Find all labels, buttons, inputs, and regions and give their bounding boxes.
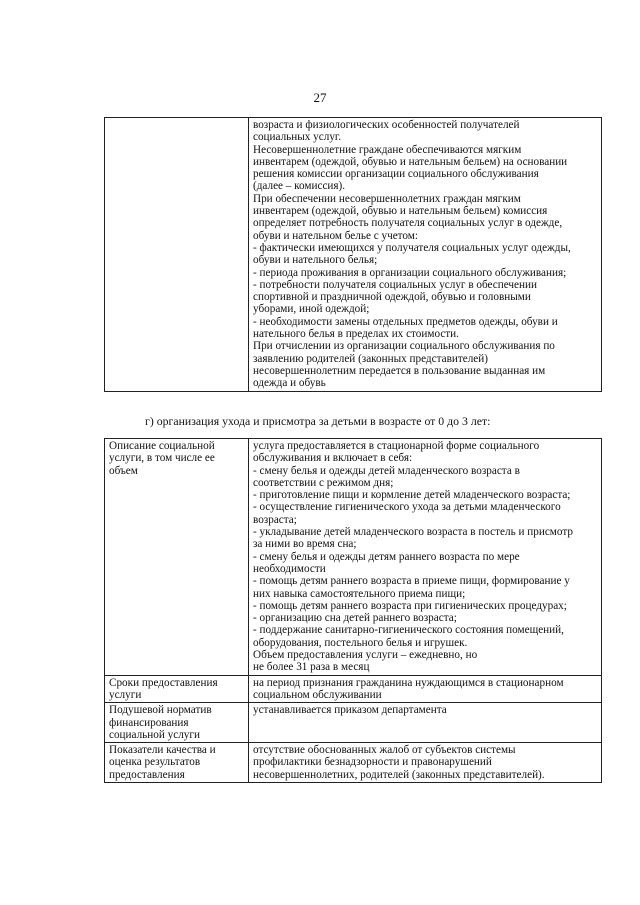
section-heading: г) организация ухода и присмотра за детьми в возрасте от 0 до 3 лет: [145,414,491,428]
text-line: необходимости [253,562,326,575]
text-line: одежда и обувь [253,377,326,390]
text-line: услуги [109,688,142,701]
text-line: них навыка самостоятельного приема пищи; [253,587,466,600]
service-table [104,438,602,783]
label-cell [105,675,249,703]
text-line: Объем предоставления услуги – ежедневно, но [253,649,478,662]
text-line: социальной услуги [109,728,200,741]
text-line: Показатели качества и [109,744,216,757]
text-line: отсутствие обоснованных жалоб от субъектов системы [253,744,516,757]
text-line: социальных услуг. [253,131,342,144]
text-line: Сроки предоставления [109,676,218,689]
value-cell [249,743,602,783]
text-line: - необходимости замены отдельных предметов одежды, обуви и [253,315,558,328]
text-line: услуги, в том числе ее [109,452,215,465]
text-line: При обеспечении несовершеннолетних граждан мягким [253,192,521,205]
text-line: услуга предоставляется в стационарной форме социального [253,440,540,452]
text-line: заявлению родителей (законных представителей) [253,352,488,365]
value-cell [249,675,602,703]
table-row [105,675,602,703]
text-line: - периода проживания в организации социального обслуживания; [253,266,567,279]
table-row [105,118,602,392]
text-line: При отчислении из организации социального обслуживания по [253,340,555,353]
text-line: оценка результатов [109,756,201,769]
text-line: (далее – комиссия). [253,180,346,193]
text-line: - помощь детям раннего возраста при гигиенических процедурах; [253,599,567,612]
text-line: - потребности получателя социальных услуг в обеспечении [253,278,537,291]
text-line: - смену белья и одежды детям раннего возраста по мере [253,550,520,563]
text-line: уборами, иной одеждой; [253,303,370,316]
text-line: - организацию сна детей раннего возраста; [253,612,457,625]
text-line: соответствии с режимом дня; [253,476,394,489]
text-line: устанавливается приказом департамента [253,704,447,717]
text-line: возраста; [253,513,297,526]
continuation-table [104,117,602,392]
text-line: несовершеннолетним передается в пользование выданная им [253,364,546,377]
table-row [105,743,602,783]
text-line: социальном обслуживании [253,688,382,701]
table-row [105,439,602,676]
value-cell [249,703,602,743]
text-line: возраста и физиологических особенностей получателей [253,119,520,131]
text-line: профилактики безнадзорности и правонарушений [253,756,492,769]
text-line: предоставления [109,768,185,781]
text-line: - укладывание детей младенческого возраста в постель и присмотр [253,526,573,539]
text-line: обуви и нательном белье с учетом: [253,229,418,242]
text-line: обуви и нательного белья; [253,254,378,267]
text-line: оборудования, постельного белья и игрушек. [253,636,468,649]
text-line: объем [109,464,138,477]
value-cell [249,118,602,392]
text-line: инвентарем (одеждой, обувью и нательным бельем) на основании [253,155,568,168]
text-line: Подушевой норматив [109,704,212,717]
label-cell [105,703,249,743]
text-line: на период признания гражданина нуждающимся в стационарном [253,676,564,689]
table-row [105,703,602,743]
text-line: - приготовление пищи и кормление детей младенческого возраста; [253,489,571,502]
text-line: определяет потребность получателя социальных услуг в одежде, [253,217,563,230]
text-line: спортивной и праздничной одеждой, обувью и головными [253,291,531,304]
text-line: обслуживания и включает в себя: [253,452,413,465]
text-line: инвентарем (одеждой, обувью и нательным бельем) комиссия [253,205,548,218]
text-line: Несовершеннолетние граждане обеспечиваются мягким [253,143,522,156]
text-line: - осуществление гигиенического ухода за детьми младенческого [253,501,561,514]
label-cell [105,439,249,676]
text-line: финансирования [109,716,189,729]
value-cell [249,439,602,676]
text-line: - поддержание санитарно-гигиенического состояния помещений, [253,624,564,637]
text-line: несовершеннолетних, родителей (законных представителей). [253,768,545,781]
text-line: решения комиссии организации социального обслуживания [253,168,539,181]
text-line: за ними во время сна; [253,538,357,551]
page-number: 27 [313,90,327,105]
text-line: Описание социальной [109,440,215,452]
label-cell [105,743,249,783]
text-line: нательного белья в пределах их стоимости. [253,328,459,341]
label-cell [105,118,249,392]
text-line: - помощь детям раннего возраста в приеме пищи, формирование у [253,575,570,588]
text-line: - фактически имеющихся у получателя социальных услуг одежды, [253,241,571,254]
text-line: - смену белья и одежды детей младенческого возраста в [253,464,520,477]
text-line: не более 31 раза в месяц [253,661,370,674]
